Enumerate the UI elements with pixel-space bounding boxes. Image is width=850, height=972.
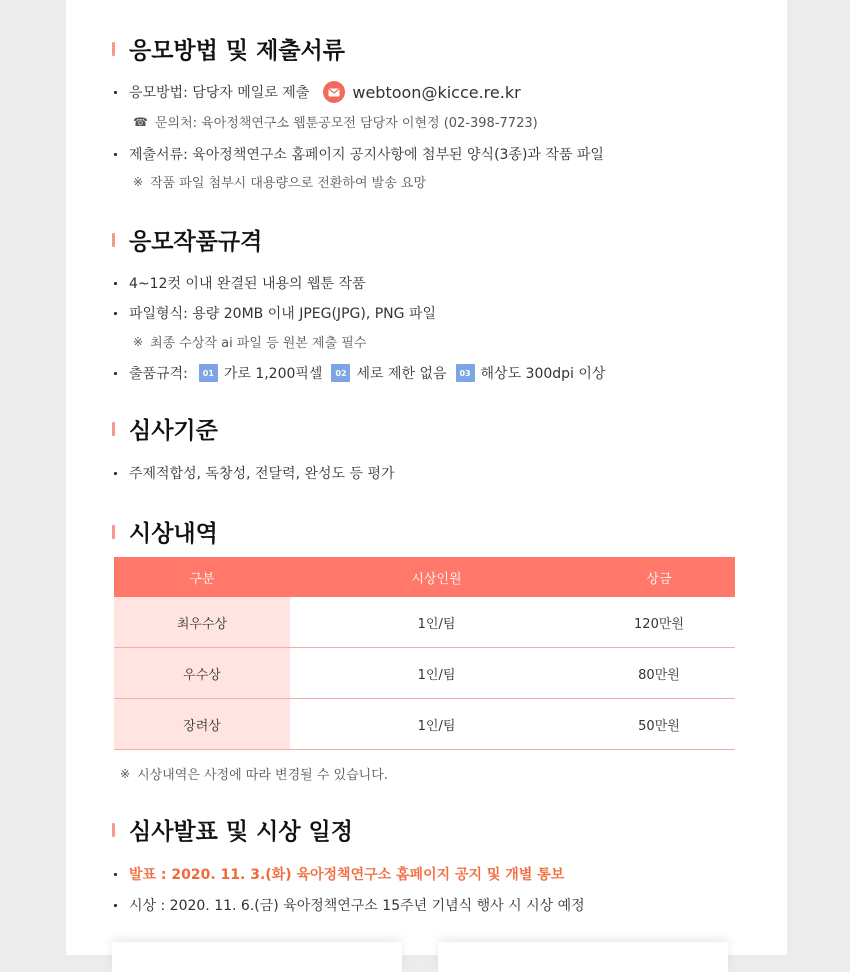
number-badge: 03 xyxy=(456,364,475,382)
bullet xyxy=(114,904,117,907)
spec-note-row xyxy=(133,332,366,351)
docs-note-row xyxy=(133,172,426,191)
spec-note-text: 최종 수상작 ai 파일 등 원본 제출 필수 xyxy=(150,336,367,351)
print-spec-row xyxy=(114,363,614,383)
award-prize: 80만원 xyxy=(583,648,735,699)
spec-item-row xyxy=(114,273,366,293)
section-title-awards xyxy=(112,515,218,548)
criteria-item-text: 주제적합성, 독창성, 전달력, 완성도 등 평가 xyxy=(129,466,395,482)
section-title-text: 심사발표 및 시상 일정 xyxy=(129,819,353,845)
table-header-cell: 시상인원 xyxy=(290,557,583,597)
title-bar xyxy=(112,233,115,247)
award-count: 1인/팀 xyxy=(290,648,583,699)
table-row xyxy=(114,648,735,699)
awards-note-text: 시상내역은 사정에 따라 변경될 수 있습니다. xyxy=(137,768,388,783)
contact-text: 문의처: 육아정책연구소 웹툰공모전 담당자 이현정 (02-398-7723) xyxy=(154,116,538,131)
ceremony-text: 시상 : 2020. 11. 6.(금) 육아정책연구소 15주년 기념식 행사 시 시상 예정 xyxy=(129,898,585,914)
section-title-text: 시상내역 xyxy=(129,521,218,547)
section-title-text: 심사기준 xyxy=(129,418,218,444)
note-mark: ※ xyxy=(133,334,144,349)
table-header-row xyxy=(114,557,735,597)
phone-icon: ☎ xyxy=(133,114,148,129)
award-count: 1인/팀 xyxy=(290,699,583,750)
print-spec-text: 해상도 300dpi 이상 xyxy=(480,366,606,382)
print-spec-label: 출품규격: xyxy=(129,366,188,382)
table-row xyxy=(114,597,735,648)
award-category: 장려상 xyxy=(114,699,290,750)
table-row xyxy=(114,699,735,750)
note-mark: ※ xyxy=(133,174,144,189)
print-spec-item xyxy=(331,363,446,383)
docs-row xyxy=(114,144,604,164)
schedule-item-row xyxy=(114,864,564,884)
title-bar xyxy=(112,42,115,56)
spec-item-text: 4~12컷 이내 완결된 내용의 웹툰 작품 xyxy=(129,276,366,292)
section-title-text: 응모작품규격 xyxy=(129,229,263,255)
schedule-item-row xyxy=(114,895,585,915)
criteria-item-row xyxy=(114,463,395,483)
award-prize: 50만원 xyxy=(583,699,735,750)
section-title-spec xyxy=(112,223,262,256)
title-bar xyxy=(112,422,115,436)
apply-method-row xyxy=(114,81,521,103)
print-spec-text: 세로 제한 없음 xyxy=(356,366,447,382)
bullet xyxy=(114,873,117,876)
docs-note-text: 작품 파일 첨부시 대용량으로 전환하여 발송 요망 xyxy=(150,176,427,191)
print-spec-item xyxy=(456,363,606,383)
note-mark: ※ xyxy=(120,766,131,781)
title-bar xyxy=(112,525,115,539)
table-header-cell: 구분 xyxy=(114,557,290,597)
bullet xyxy=(114,282,117,285)
print-spec-item xyxy=(199,363,323,383)
email-link[interactable]: webtoon@kicce.re.kr xyxy=(352,82,521,102)
apply-method-label: 응모방법: 담당자 메일로 제출 xyxy=(129,85,310,101)
award-count: 1인/팀 xyxy=(290,597,583,648)
section-title-criteria xyxy=(112,412,218,445)
bullet xyxy=(114,91,117,94)
title-bar xyxy=(112,823,115,837)
card-preview-right xyxy=(438,942,728,972)
print-spec-text: 가로 1,200픽셀 xyxy=(223,366,323,382)
bullet xyxy=(114,472,117,475)
contact-row xyxy=(133,112,538,131)
section-title-text: 응모방법 및 제출서류 xyxy=(129,38,345,64)
spec-item-row xyxy=(114,303,436,323)
content-page xyxy=(66,0,787,955)
number-badge: 02 xyxy=(331,364,350,382)
card-preview-left xyxy=(112,942,402,972)
award-category: 우수상 xyxy=(114,648,290,699)
award-prize: 120만원 xyxy=(583,597,735,648)
docs-text: 제출서류: 육아정책연구소 홈페이지 공지사항에 첨부된 양식(3종)과 작품 파일 xyxy=(129,147,604,163)
mail-icon xyxy=(323,81,345,103)
awards-table xyxy=(114,557,735,750)
bullet xyxy=(114,312,117,315)
awards-note-row xyxy=(120,764,388,783)
section-title-schedule xyxy=(112,813,353,846)
spec-item-text: 파일형식: 용량 20MB 이내 JPEG(JPG), PNG 파일 xyxy=(129,306,436,322)
number-badge: 01 xyxy=(199,364,218,382)
section-title-apply xyxy=(112,32,345,65)
announcement-text: 발표 : 2020. 11. 3.(화) 육아정책연구소 홈페이지 공지 및 개별 통보 xyxy=(129,867,565,883)
bullet xyxy=(114,372,117,375)
award-category: 최우수상 xyxy=(114,597,290,648)
table-header-cell: 상금 xyxy=(583,557,735,597)
bullet xyxy=(114,153,117,156)
